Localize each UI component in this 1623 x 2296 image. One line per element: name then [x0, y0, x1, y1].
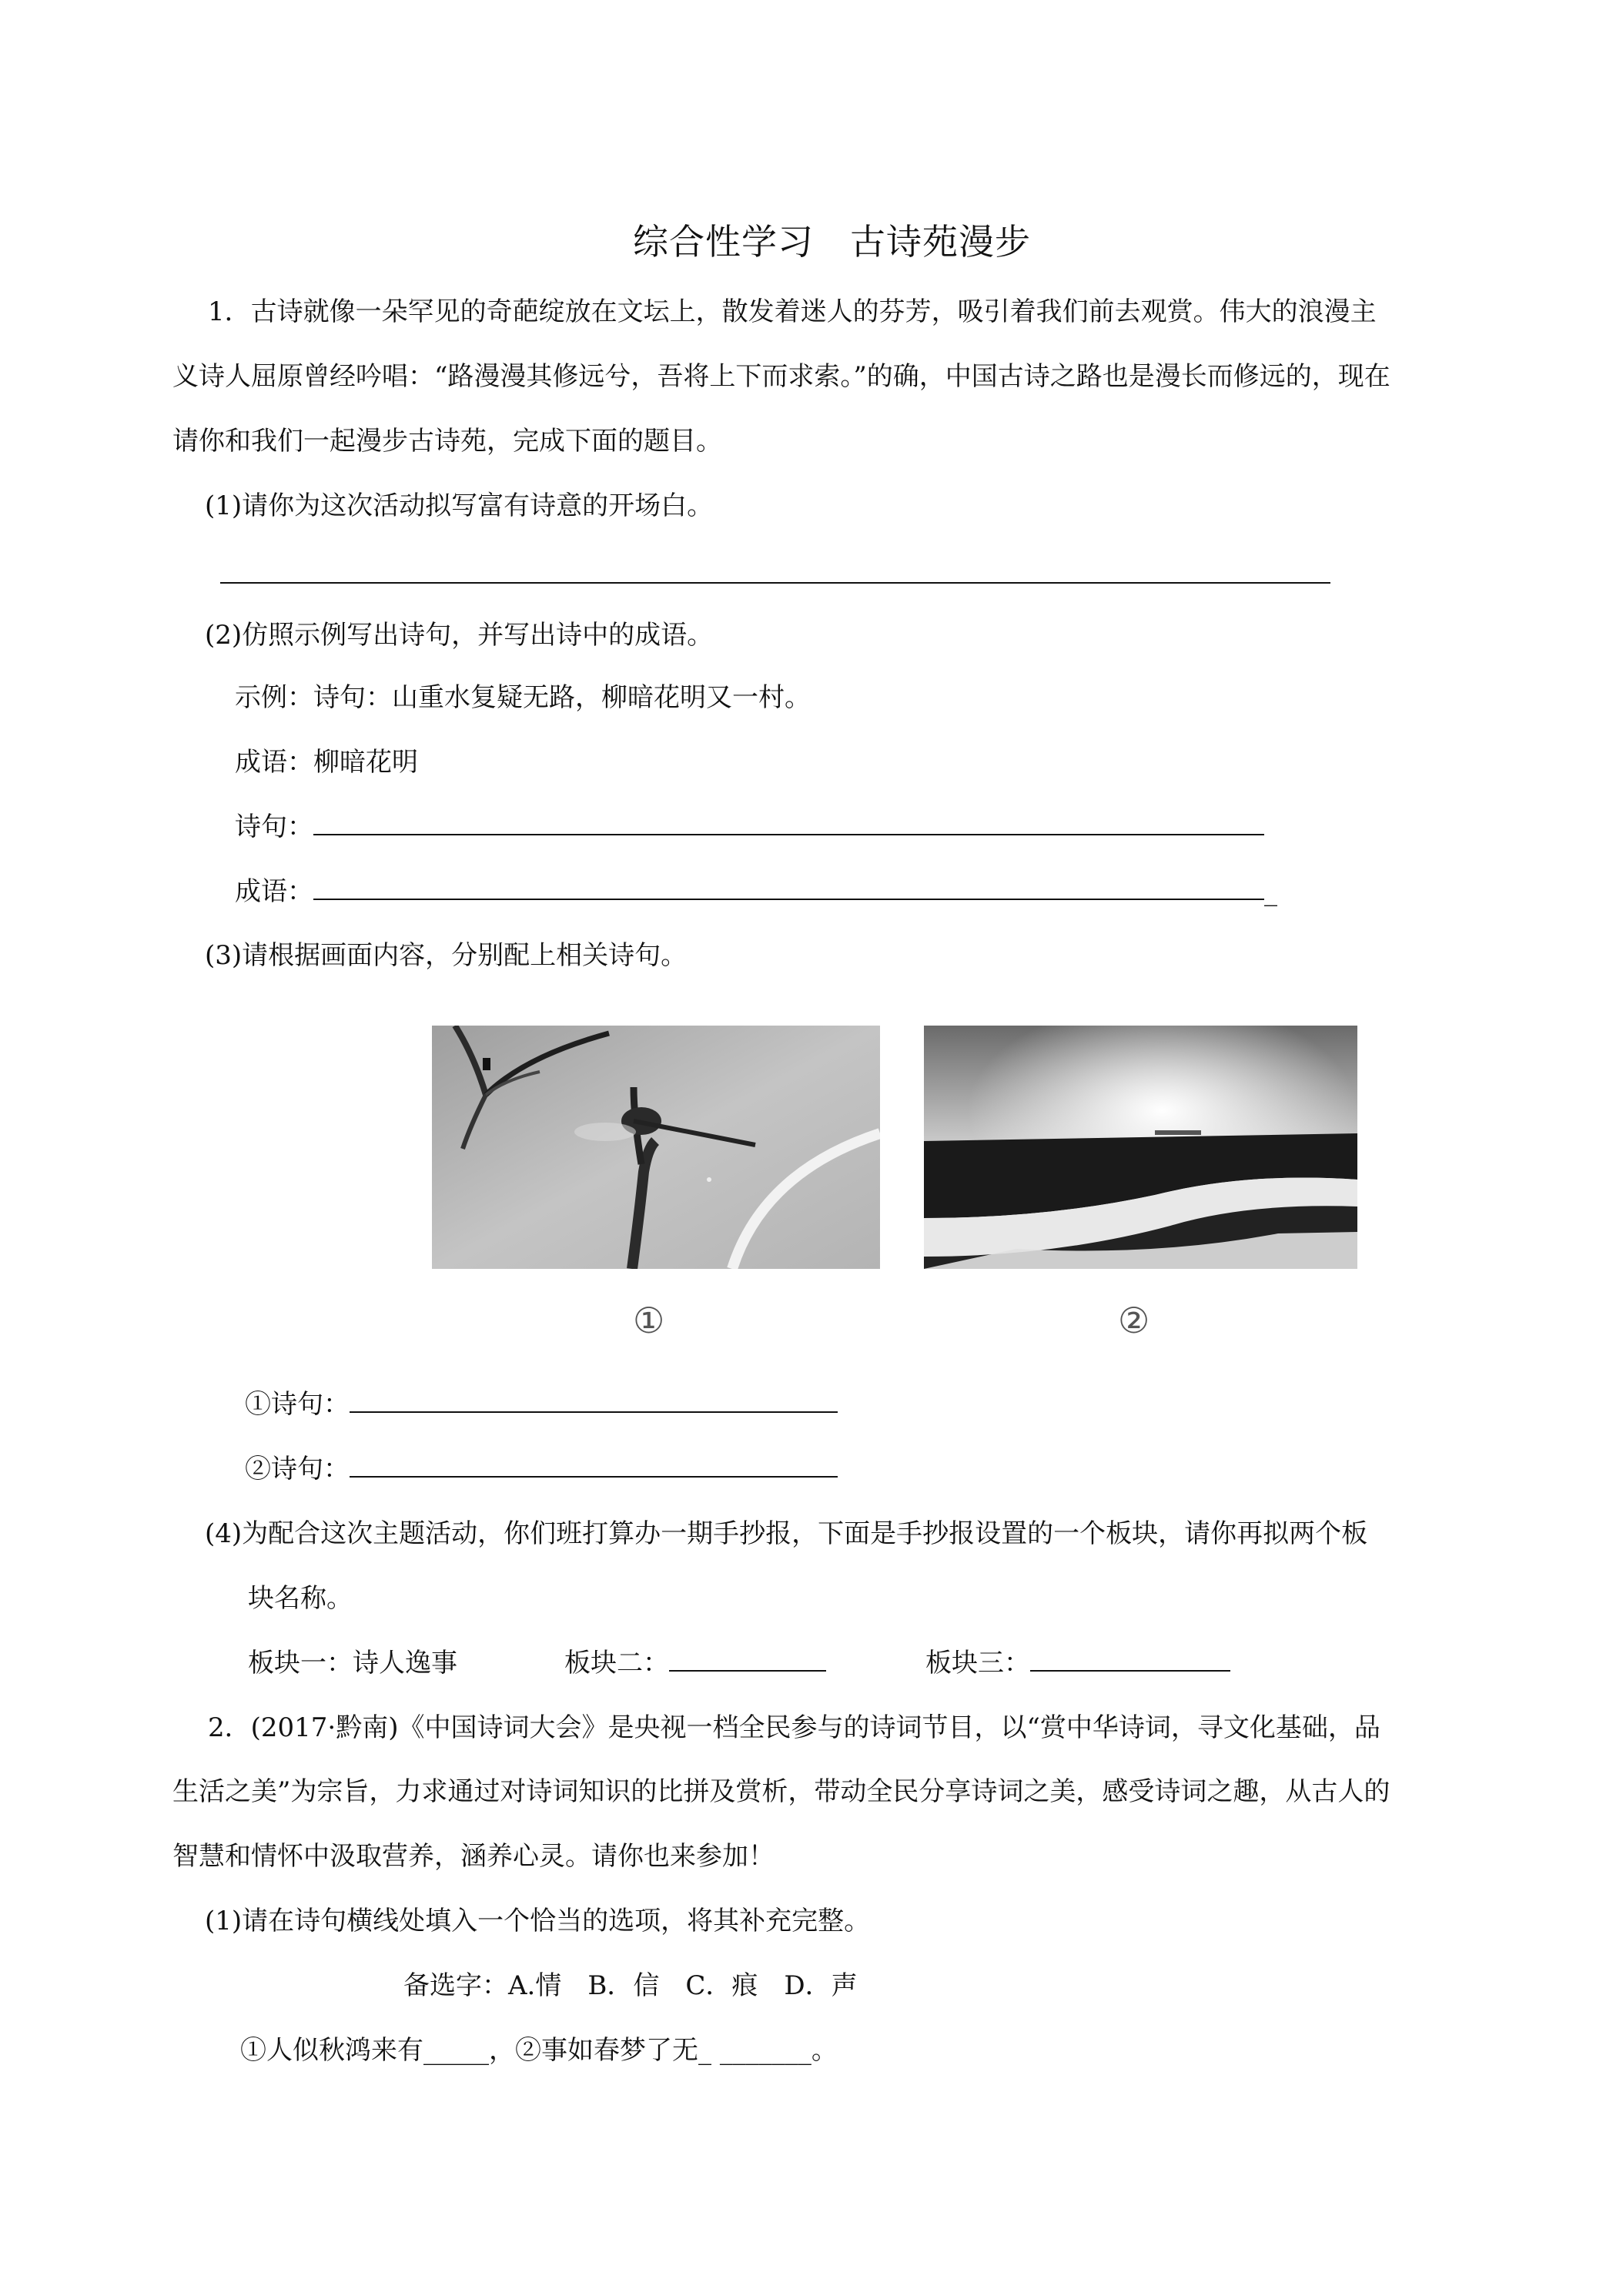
page-title: 综合性学习 古诗苑漫步 [633, 221, 1031, 263]
q1-intro-line-2: 义诗人屈原曾经吟唱：“路漫漫其修远兮，吾将上下而求索。”的确，中国古诗之路也是漫长而修远的，现在 [172, 361, 1390, 392]
q1-intro-line-3: 请你和我们一起漫步古诗苑，完成下面的题目。 [172, 426, 722, 457]
picture-1-poem-label: ①诗句： [245, 1389, 350, 1420]
picture-2-caption: ② [1118, 1300, 1150, 1341]
q1-sub3-prompt: (3)请根据画面内容，分别配上相关诗句。 [205, 940, 688, 971]
q2-intro-line-2: 生活之美”为宗旨，力求通过对诗词知识的比拼及赏析，带动全民分享诗词之美，感受诗词之趣，从古人的 [172, 1776, 1390, 1807]
idiom-tail: _ [1264, 876, 1277, 907]
q1-sub4-prompt-line-1: (4)为配合这次主题活动，你们班打算办一期手抄报，下面是手抄报设置的一个板块，请你再拟两个板 [205, 1518, 1368, 1549]
picture-2-poem-line[interactable] [350, 1453, 838, 1478]
board-1: 板块一：诗人逸事 [248, 1648, 457, 1678]
q2-sub1-prompt: (1)请在诗句横线处填入一个恰当的选项，将其补充完整。 [205, 1906, 871, 1936]
board-2-row [564, 1646, 826, 1680]
poem-answer-row [235, 810, 1264, 844]
fill-blank-2[interactable]: _______ [719, 2035, 812, 2066]
q2-options: 备选字：A.情 B．信 C．痕 D．声 [403, 1970, 858, 2001]
dragonfly-picture [432, 1026, 880, 1269]
q2-fill-row [240, 2033, 838, 2067]
q1-sub4-prompt-line-2: 块名称。 [248, 1583, 353, 1614]
board-3-row [925, 1646, 1230, 1680]
q1-sub1-prompt: (1)请你为这次活动拟写富有诗意的开场白。 [205, 490, 714, 521]
poem-answer-line[interactable] [313, 811, 1264, 835]
fill-blank-1[interactable]: _____ [423, 2035, 489, 2066]
board-3-answer-line[interactable] [1030, 1647, 1230, 1672]
picture-1-poem-row [245, 1387, 838, 1421]
fill-part-1: ①人似秋鸿来有 [240, 2035, 423, 2066]
fill-end: 。 [811, 2035, 838, 2066]
river-sunset-illustration [924, 1026, 1357, 1269]
board-3-label: 板块三： [925, 1648, 1030, 1678]
q1-intro-line-1: 1．古诗就像一朵罕见的奇葩绽放在文坛上，散发着迷人的芬芳，吸引着我们前去观赏。伟大的浪漫主 [208, 296, 1377, 327]
dragonfly-illustration [432, 1026, 880, 1269]
q2-intro-line-3: 智慧和情怀中汲取营养，涵养心灵。请你也来参加！ [172, 1841, 775, 1872]
example-idiom: 成语：柳暗花明 [235, 747, 418, 778]
q1-sub2-prompt: (2)仿照示例写出诗句，并写出诗中的成语。 [205, 620, 714, 651]
q2-intro-line-1: 2．(2017·黔南)《中国诗词大会》是央视一档全民参与的诗词节目，以“赏中华诗词，寻文化基础，品 [208, 1712, 1380, 1743]
picture-2-poem-label: ②诗句： [245, 1454, 350, 1484]
river-sunset-picture [924, 1026, 1357, 1269]
board-2-label: 板块二： [564, 1648, 669, 1678]
example-poem: 示例：诗句：山重水复疑无路，柳暗花明又一村。 [235, 682, 811, 713]
picture-1-poem-line[interactable] [350, 1388, 838, 1413]
picture-2-poem-row [245, 1452, 838, 1486]
idiom-answer-row [235, 875, 1277, 909]
opening-answer-line[interactable] [220, 582, 1330, 584]
board-2-answer-line[interactable] [669, 1647, 826, 1672]
idiom-answer-line[interactable] [313, 875, 1264, 900]
fill-part-2: ，②事如春梦了无_ [489, 2035, 711, 2066]
poem-label: 诗句： [235, 812, 313, 842]
picture-1-caption: ① [633, 1300, 665, 1341]
idiom-label: 成语： [235, 876, 313, 907]
